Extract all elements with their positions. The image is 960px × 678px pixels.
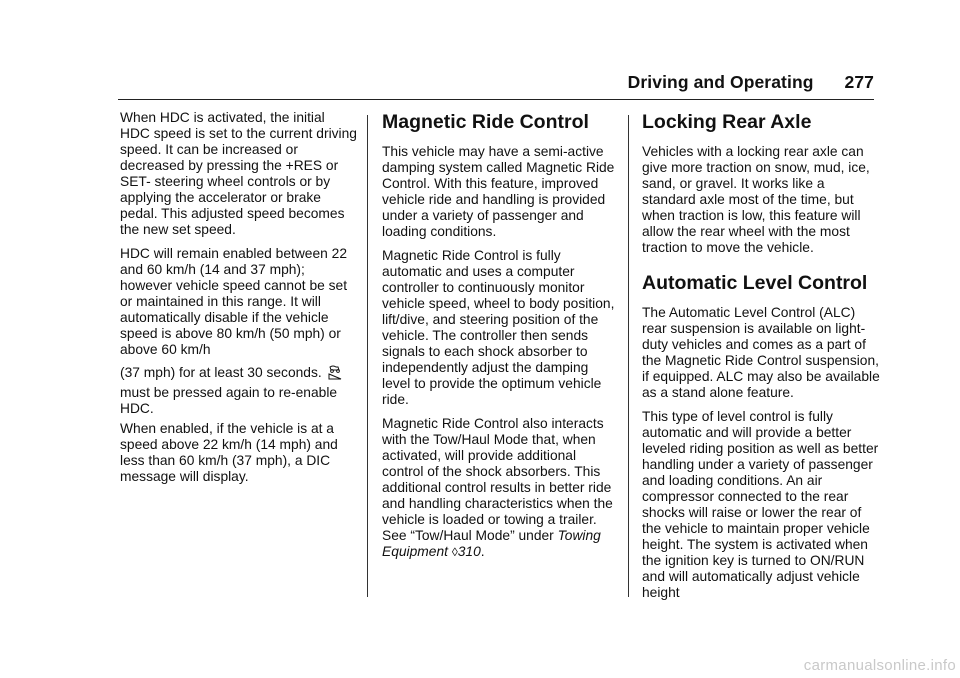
mrc-paragraph-1: This vehicle may have a semi-active damping system called Magnetic Ride Control. With this feature, improved vehicle ride and handling is provided under a variety of passenger and loading conditions. (382, 144, 615, 239)
page-number: 277 (844, 72, 874, 92)
hdc-paragraph-2-line (120, 364, 358, 381)
mrc-paragraph-2: Magnetic Ride Control is fully automatic and uses a computer controller to continuously monitor vehicle speed, wheel to body position, lift/dive, and steering position of the vehicle. The controller then sends signals to each shock absorber to independently adjust the damping level to provide the optimum vehicle ride. (382, 248, 615, 407)
column-divider-1 (367, 115, 368, 597)
hill-descent-icon (328, 364, 342, 380)
page-reference-icon: ◊ (451, 545, 458, 559)
column-1 (120, 110, 358, 493)
hdc-paragraph-2b: (37 mph) for at least 30 seconds. (120, 365, 322, 380)
alc-paragraph-1: The Automatic Level Control (ALC) rear suspension is available on light-duty vehicles and comes as a part of the Magnetic Ride Control suspension, if equipped. ALC may also be available as a stand alone feature. (642, 305, 880, 400)
sentence-end: . (480, 544, 485, 559)
heading-locking-rear-axle: Locking Rear Axle (642, 111, 812, 133)
page-reference-number[interactable]: 310 (457, 544, 481, 559)
hdc-paragraph-2 (120, 246, 358, 417)
hdc-paragraph-2c: must be pressed again to re-enable HDC. (120, 385, 338, 416)
towing-equipment-link[interactable]: Towing Equipment (382, 528, 601, 559)
heading-automatic-level-control: Automatic Level Control (642, 272, 868, 294)
alc-paragraph-2: This type of level control is fully automatic and will provide a better leveled riding position as well as better handling under a variety of passenger and loading conditions. An air compressor connected to the rear shocks will raise or lower the rear of the vehicle to maintain proper vehicle height. The system is activated when the ignition key is turned to ON/RUN and will automatically adjust vehicle height (642, 409, 879, 600)
hdc-paragraph-1: When HDC is activated, the initial HDC speed is set to the current driving speed. It can be increased or decreased by pressing the +RES or SET- steering wheel controls or by applying the accelerator or brake pedal. This adjusted speed becomes the new set speed. (120, 110, 357, 237)
mrc-paragraph-3-text: Magnetic Ride Control also interacts with the Tow/Haul Mode that, when activated, will provide additional control of the shock absorbers. This additional control results in better ride and handling characteristics when the vehicle is loaded or towing a trailer. See “Tow/Haul Mode” under (382, 416, 613, 543)
column-divider-2 (628, 115, 629, 597)
header-rule (118, 99, 874, 100)
hdc-paragraph-2a: HDC will remain enabled between 22 and 60 km/h (14 and 37 mph); however vehicle speed cannot be set or maintained in this range. It will automatically disable if the vehicle speed is above 80 km/h (50 mph) or above 60 km/h (120, 246, 348, 357)
mrc-paragraph-3 (382, 416, 620, 560)
heading-magnetic-ride-control: Magnetic Ride Control (382, 111, 589, 133)
column-3 (642, 111, 880, 609)
watermark: carmanualsonline.info (803, 657, 956, 674)
hdc-paragraph-3: When enabled, if the vehicle is at a speed above 22 km/h (14 mph) and less than 60 km/h (37 mph), a DIC message will display. (120, 421, 338, 484)
column-2 (382, 111, 620, 568)
axle-paragraph-1: Vehicles with a locking rear axle can give more traction on snow, mud, ice, sand, or gravel. It works like a standard axle most of the time, but when traction is low, this feature will allow the rear wheel with the most traction to move the vehicle. (642, 144, 870, 255)
section-title: Driving and Operating (627, 72, 814, 92)
page-header (628, 72, 874, 93)
